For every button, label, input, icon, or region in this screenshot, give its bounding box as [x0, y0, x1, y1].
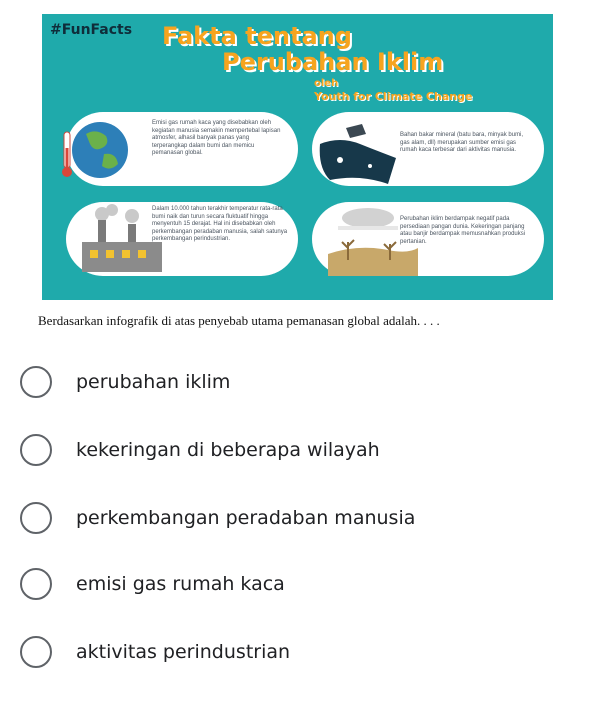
fact-text-1: Emisi gas rumah kaca yang disebabkan oleh kegiatan manusia semakin mempertebal lapisan atmosfer, alhasil banyak panas yang terperangkap dalam bumi dan memicu pemanasan global. — [152, 120, 281, 157]
option-label: perubahan iklim — [76, 371, 231, 393]
option-label: aktivitas perindustrian — [76, 641, 291, 663]
author-name: Youth for Climate Change — [314, 90, 473, 103]
globe-thermometer-icon — [56, 114, 136, 186]
radio-button[interactable] — [20, 502, 52, 534]
option-kekeringan[interactable] — [20, 430, 540, 470]
infographic — [42, 14, 553, 300]
option-perkembangan-peradaban[interactable] — [20, 498, 540, 538]
hashtag: #FunFacts — [50, 22, 133, 38]
option-label: kekeringan di beberapa wilayah — [76, 439, 380, 461]
oil-spill-icon — [310, 114, 400, 186]
option-label: perkembangan peradaban manusia — [76, 507, 416, 529]
option-perubahan-iklim[interactable] — [20, 362, 540, 402]
radio-button[interactable] — [20, 434, 52, 466]
option-aktivitas-perindustrian[interactable] — [20, 632, 540, 672]
infographic-title-line2: Perubahan Iklim — [222, 48, 444, 76]
option-label: emisi gas rumah kaca — [76, 573, 285, 595]
radio-button[interactable] — [20, 366, 52, 398]
fact-text-4: Perubahan iklim berdampak negatif pada persediaan pangan dunia. Kekeringan panjang atau banjir berdampak memusnahkan produksi pertanian. — [400, 216, 526, 245]
question-text: Berdasarkan infografik di atas penyebab utama pemanasan global adalah. . . . — [38, 313, 440, 328]
infographic-title-line1: Fakta tentang — [162, 22, 352, 50]
fact-text-3: Dalam 10.000 tahun terakhir temperatur rata-rata bumi naik dan turun secara fluktuatif hingga menyentuh 15 derajat. Hal ini disebabkan oleh perkembangan peradaban manusia, salah satunya perkembangan perindustrian. — [152, 206, 288, 243]
radio-button[interactable] — [20, 636, 52, 668]
option-emisi-gas[interactable] — [20, 564, 540, 604]
byline-label: oleh — [314, 78, 339, 89]
fact-text-2: Bahan bakar mineral (batu bara, minyak bumi, gas alam, dll) merupakan sumber emisi gas rumah kaca terbesar dari aktivitas manusia. — [400, 132, 524, 154]
radio-button[interactable] — [20, 568, 52, 600]
